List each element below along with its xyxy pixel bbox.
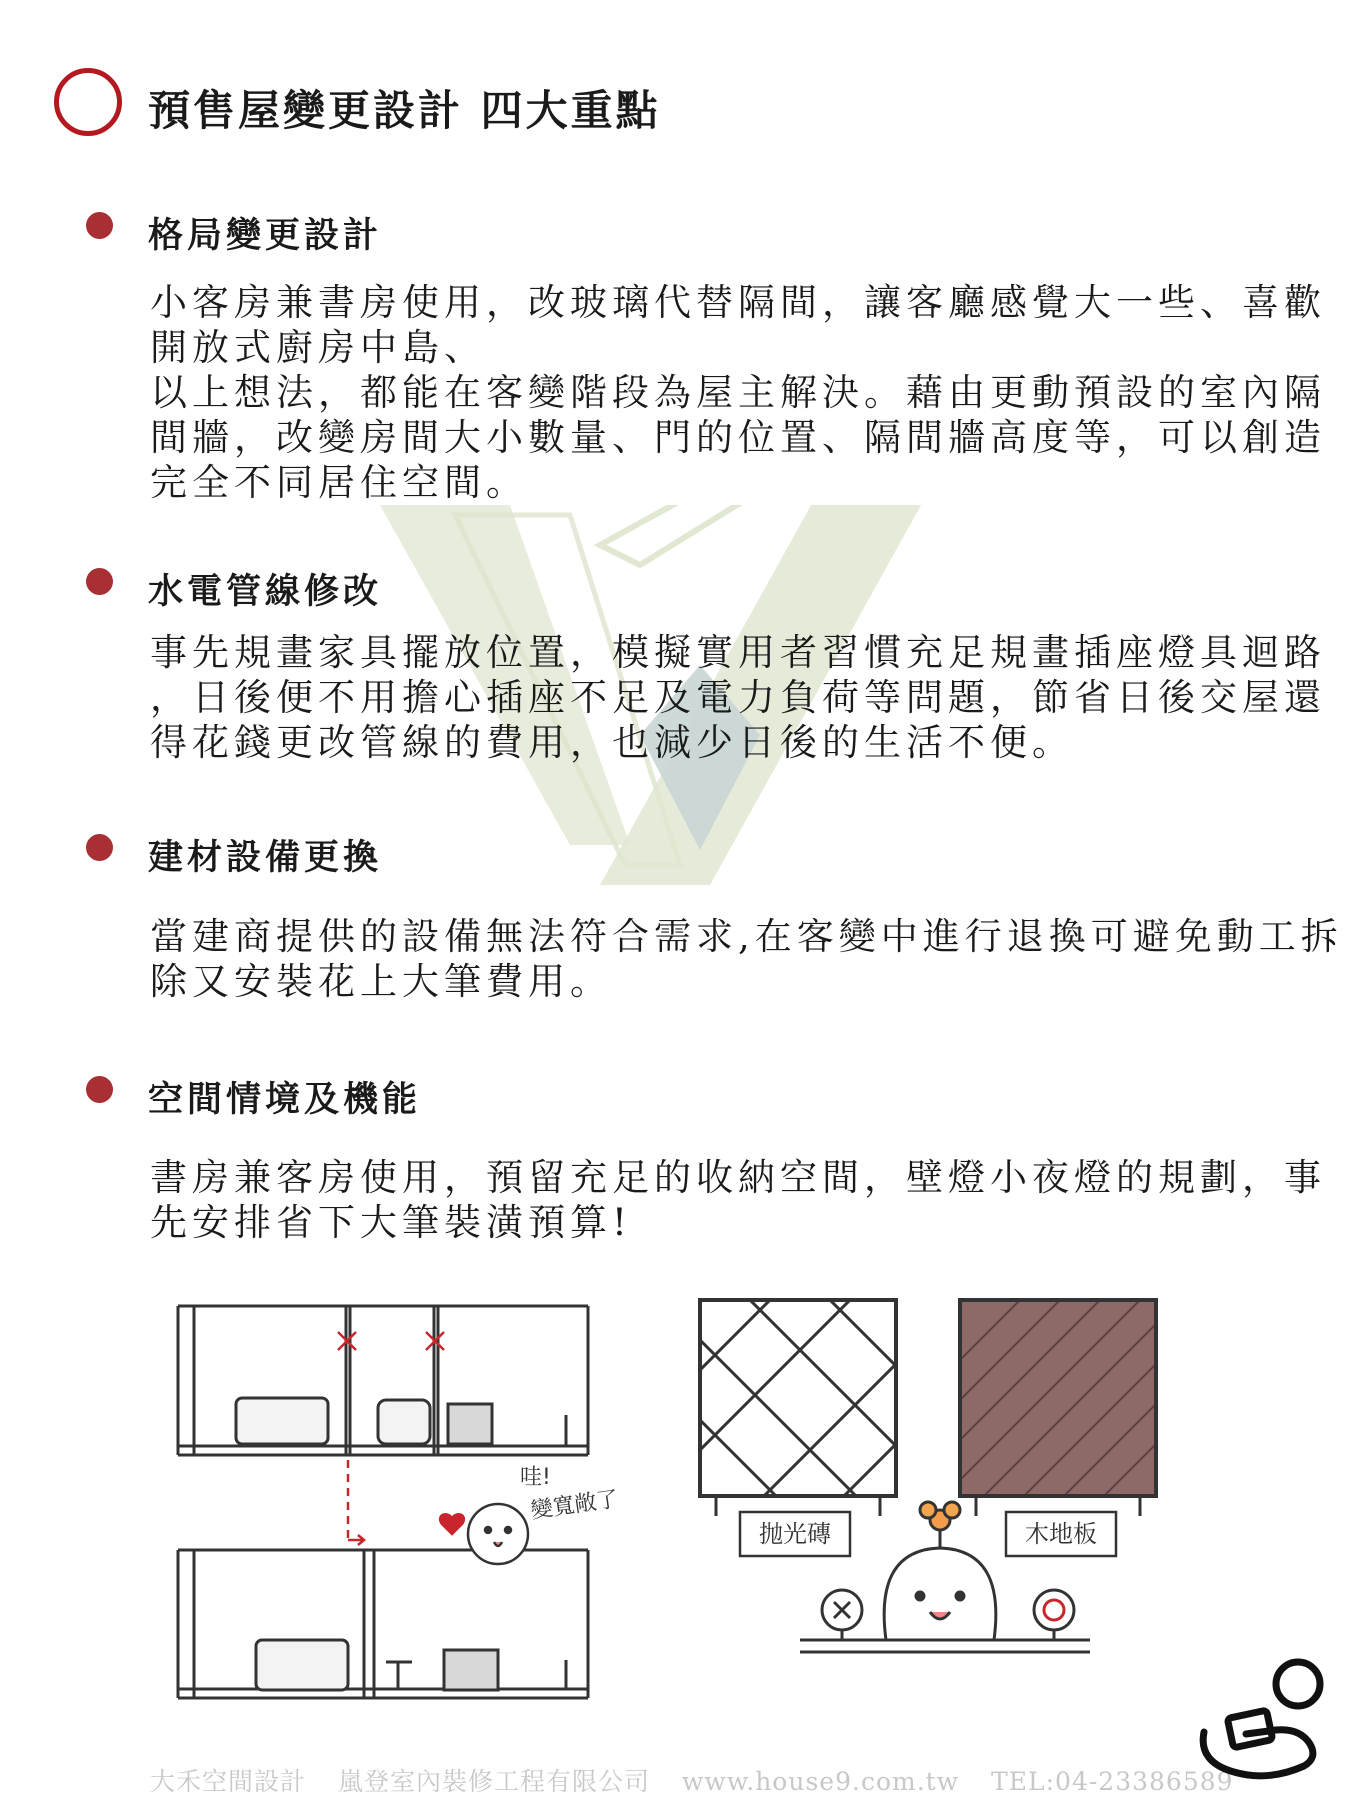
circle-ring-icon xyxy=(54,68,122,136)
body-line: 以上想法，都能在客變階段為屋主解決。藉由更動預設的室內隔 xyxy=(150,371,1326,414)
body-line: 完全不同居住空間。 xyxy=(150,461,528,504)
section-body-layout xyxy=(150,280,1326,505)
speech-text-line1: 哇! xyxy=(520,1465,551,1490)
body-line: 當建商提供的設備無法符合需求,在客變中進行退換可避免動工拆 xyxy=(150,915,1343,958)
tile-label: 抛光磚 xyxy=(759,1520,831,1548)
body-line: 除又安裝花上大筆費用。 xyxy=(150,960,612,1003)
footer xyxy=(150,1762,1266,1798)
flooring-comparison-illustration xyxy=(690,1290,1170,1690)
footer-company2: 嵐登室內裝修工程有限公司 xyxy=(338,1767,651,1796)
section-body-space xyxy=(150,1155,1326,1245)
body-line: 開放式廚房中島、 xyxy=(150,326,486,369)
bullet-dot-icon xyxy=(86,212,113,239)
wood-label: 木地板 xyxy=(1025,1520,1097,1548)
section-heading-materials: 建材設備更換 xyxy=(148,837,383,878)
layout-change-illustration xyxy=(168,1270,648,1710)
page-title: 預售屋變更設計 四大重點 xyxy=(148,86,661,135)
body-line: 小客房兼書房使用，改玻璃代替隔間，讓客廳感覺大一些、喜歡 xyxy=(150,281,1326,324)
section-heading-plumbing: 水電管線修改 xyxy=(148,571,383,612)
bullet-dot-icon xyxy=(86,1076,113,1103)
bullet-dot-icon xyxy=(86,834,113,861)
body-line: ，日後便不用擔心插座不足及電力負荷等問題，節省日後交屋還 xyxy=(150,676,1326,719)
reader-logo-icon xyxy=(1188,1640,1338,1790)
body-line: 先安排省下大筆裝潢預算! xyxy=(150,1201,632,1244)
section-heading-layout: 格局變更設計 xyxy=(148,215,383,256)
footer-website: www.house9.com.tw xyxy=(682,1767,960,1796)
footer-company: 大禾空間設計 xyxy=(150,1767,307,1796)
section-body-materials xyxy=(150,914,1343,1004)
body-line: 事先規畫家具擺放位置，模擬實用者習慣充足規畫插座燈具迴路 xyxy=(150,631,1326,674)
section-body-plumbing xyxy=(150,630,1326,765)
speech-text-line2: 變寬敞了 xyxy=(529,1486,620,1524)
footer-tel: TEL:04-23386589 xyxy=(991,1767,1234,1796)
section-heading-space: 空間情境及機能 xyxy=(148,1079,422,1120)
body-line: 得花錢更改管線的費用，也減少日後的生活不便。 xyxy=(150,721,1074,764)
bullet-dot-icon xyxy=(86,568,113,595)
body-line: 書房兼客房使用，預留充足的收納空間，壁燈小夜燈的規劃，事 xyxy=(150,1156,1326,1199)
body-line: 間牆，改變房間大小數量、門的位置、隔間牆高度等，可以創造 xyxy=(150,416,1326,459)
